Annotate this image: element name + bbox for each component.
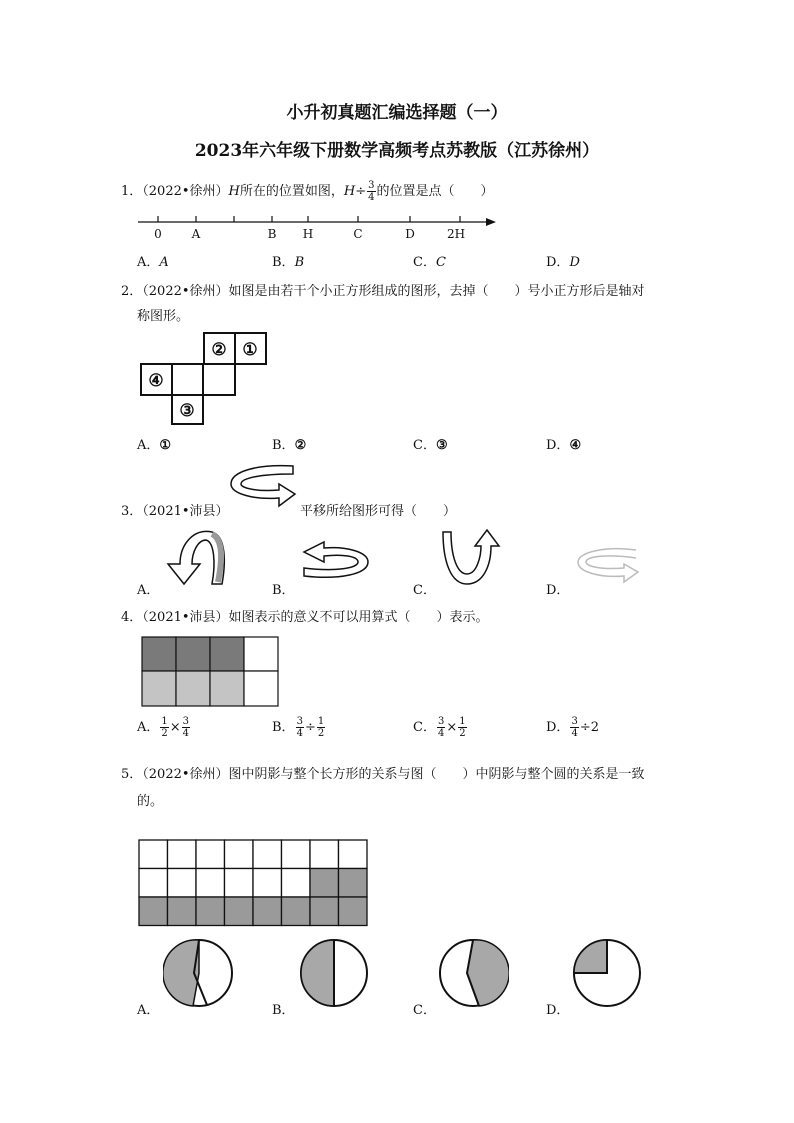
square-blank xyxy=(203,364,235,395)
label-circle-4: ④ xyxy=(148,371,164,391)
option-d-arrow-icon xyxy=(570,540,650,590)
grid-cell xyxy=(225,897,254,926)
question-5-line2: 的。 xyxy=(137,794,164,809)
question-text-end: 的位置是点（ ） xyxy=(376,184,494,199)
grid-cell xyxy=(339,869,368,898)
grid-cell xyxy=(253,897,282,926)
grid-cell xyxy=(139,840,168,869)
option-d[interactable]: D． $\frac{3}{4}$ ÷2 xyxy=(546,716,599,739)
grid-cell xyxy=(339,897,368,926)
option-b[interactable]: B． xyxy=(272,1003,295,1018)
fraction-three-quarters: $\frac{3}{4}$ xyxy=(368,180,375,203)
arrow-right-icon xyxy=(486,218,496,226)
option-b[interactable]: B．B xyxy=(272,255,305,270)
grid-cell xyxy=(139,897,168,926)
option-c[interactable]: C． xyxy=(413,583,436,598)
option-d[interactable]: D．D xyxy=(546,255,580,270)
grid-cell xyxy=(168,840,197,869)
square-blank xyxy=(172,364,203,395)
option-c[interactable]: C． xyxy=(413,1003,436,1018)
grid-cell xyxy=(225,869,254,898)
shaded-grid-4 xyxy=(141,636,279,708)
grid-cell xyxy=(168,897,197,926)
axis-label-b: B xyxy=(267,227,277,241)
grid-cell xyxy=(210,671,244,706)
label-circle-1: ① xyxy=(242,340,258,360)
grid-cell xyxy=(139,869,168,898)
axis-label-d: D xyxy=(405,227,415,241)
option-b[interactable]: B． xyxy=(272,583,295,598)
question-2: 2．（2022•徐州）如图是由若干个小正方形组成的图形，去掉（ ）号小正方形后是轴对 xyxy=(121,284,645,299)
grid-cell xyxy=(176,671,210,706)
option-a[interactable]: A．① xyxy=(137,438,172,453)
question-1 xyxy=(121,180,494,203)
option-d[interactable]: D． xyxy=(546,583,570,598)
question-3-number: 3．（2021•沛县） xyxy=(121,504,229,519)
grid-cell xyxy=(142,637,176,671)
grid-cell xyxy=(196,897,225,926)
option-a[interactable]: A．A xyxy=(137,255,169,270)
axis-label-c: C xyxy=(353,227,363,241)
axis-label-a: A xyxy=(191,227,201,241)
axis-label-0: 0 xyxy=(154,227,162,241)
grid-cell xyxy=(310,897,339,926)
option-c-arrow-icon xyxy=(435,526,505,590)
option-a[interactable]: A． $\frac{1}{2}$ × $\frac{3}{4}$ xyxy=(137,716,190,739)
label-circle-3: ③ xyxy=(179,401,195,421)
label-circle-2: ② xyxy=(211,340,227,360)
circle-option-b xyxy=(298,936,370,1010)
question-4: 4．（2021•沛县）如图表示的意义不可以用算式（ ）表示。 xyxy=(121,610,489,625)
option-a[interactable]: A． xyxy=(137,583,160,598)
question-source: （2022•徐州） xyxy=(142,184,229,199)
option-c[interactable]: C．③ xyxy=(413,438,448,453)
grid-cell xyxy=(225,840,254,869)
divide-sign: ÷ xyxy=(355,184,367,199)
grid-cell xyxy=(339,840,368,869)
grid-cell xyxy=(253,840,282,869)
circle-option-a xyxy=(163,936,235,1010)
question-5: 5．（2022•徐州）图中阴影与整个长方形的关系与图（ ）中阴影与整个圆的关系是一致 xyxy=(121,767,645,782)
question-3-text: 平移所给图形可得（ ） xyxy=(300,504,457,519)
option-d[interactable]: D．④ xyxy=(546,438,582,453)
question-number: 1． xyxy=(121,184,143,199)
page-subtitle: 2023年六年级下册数学高频考点苏教版（江苏徐州） xyxy=(194,141,600,161)
grid-cell xyxy=(196,840,225,869)
shaded-grid-5 xyxy=(138,839,370,927)
circle-option-d xyxy=(571,936,643,1010)
grid-cell xyxy=(282,840,311,869)
axis-label-h: H xyxy=(302,227,314,241)
square-figure xyxy=(138,330,270,426)
page-title: 小升初真题汇编选择题（一） xyxy=(286,103,508,123)
option-a-arrow-icon xyxy=(160,526,240,590)
grid-cell xyxy=(282,897,311,926)
expression-var: H xyxy=(343,184,356,199)
option-d[interactable]: D． xyxy=(546,1003,570,1018)
option-a[interactable]: A． xyxy=(137,1003,160,1018)
grid-cell xyxy=(244,671,278,706)
number-line xyxy=(130,208,510,244)
option-c[interactable]: C． $\frac{3}{4}$ × $\frac{1}{2}$ xyxy=(413,716,466,739)
grid-cell xyxy=(176,637,210,671)
grid-cell xyxy=(196,869,225,898)
circle-option-c xyxy=(437,936,509,1010)
question-text: 所在的位置如图， xyxy=(239,184,344,199)
grid-cell xyxy=(310,869,339,898)
grid-cell xyxy=(282,869,311,898)
variable-h: H xyxy=(228,184,240,199)
option-b[interactable]: B．② xyxy=(272,438,307,453)
axis-label-2h: 2H xyxy=(446,227,466,241)
grid-cell xyxy=(244,637,278,671)
option-c[interactable]: C．C xyxy=(413,255,446,270)
grid-cell xyxy=(253,869,282,898)
grid-cell xyxy=(210,637,244,671)
grid-cell xyxy=(142,671,176,706)
option-b-arrow-icon xyxy=(296,536,376,586)
curved-arrow-icon xyxy=(225,460,301,512)
question-2-line2: 称图形。 xyxy=(137,309,190,324)
grid-cell xyxy=(168,869,197,898)
option-b[interactable]: B． $\frac{3}{4}$ ÷ $\frac{1}{2}$ xyxy=(272,716,325,739)
grid-cell xyxy=(310,840,339,869)
